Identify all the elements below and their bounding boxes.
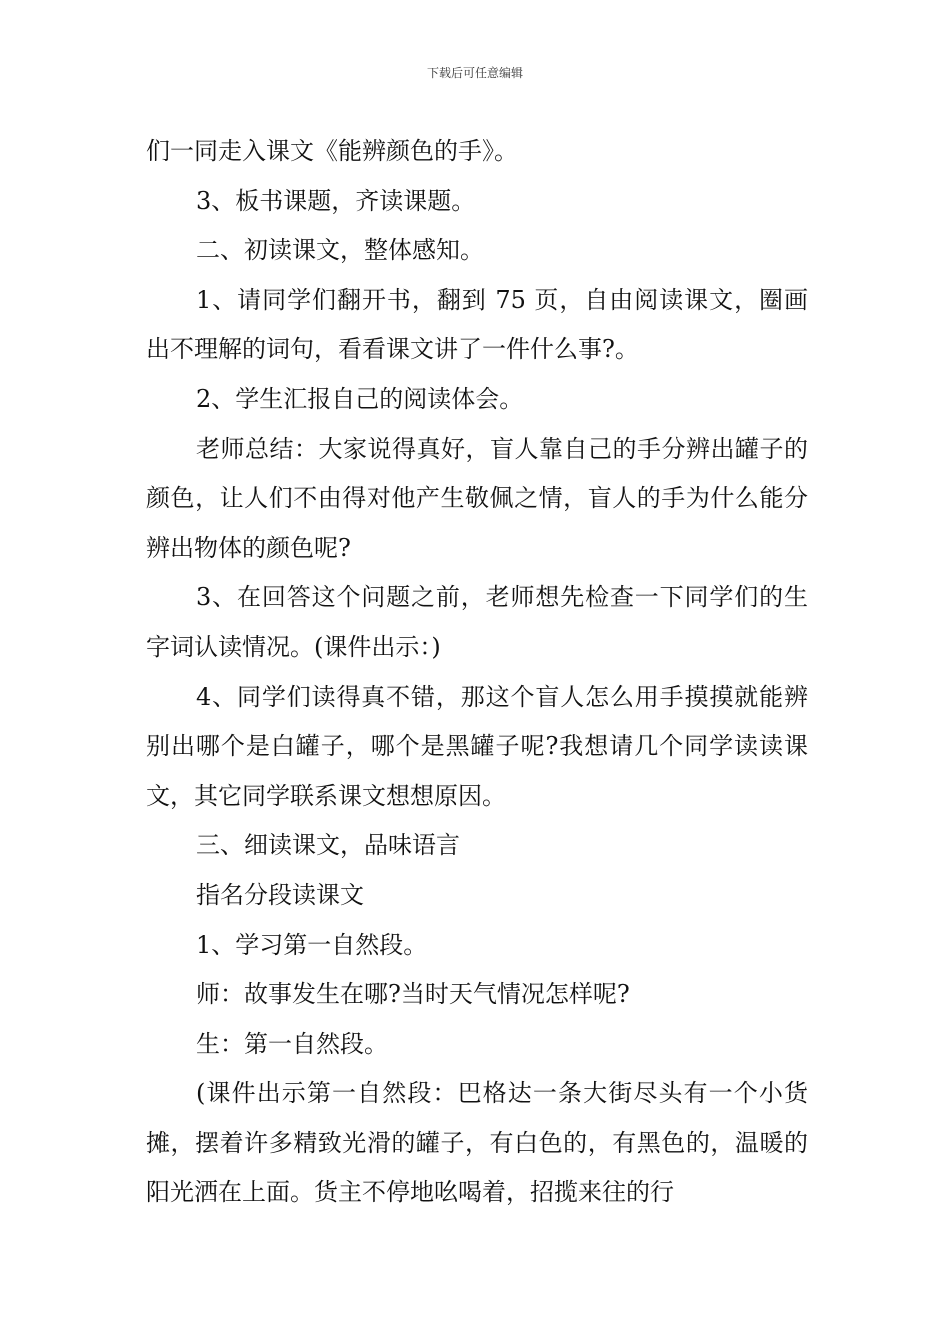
section-heading: 二、初读课文，整体感知。	[196, 236, 484, 265]
paragraph: 2、学生汇报自己的阅读体会。	[196, 384, 524, 413]
paragraph: 3、板书课题，齐读课题。	[196, 186, 476, 215]
document-body	[146, 127, 808, 1218]
paragraph: 指名分段读课文	[196, 880, 364, 909]
paragraph: 们一同走入课文《能辨颜色的手》。	[146, 137, 518, 165]
paragraph: 生：第一自然段。	[196, 1029, 388, 1058]
paragraph: 老师总结：大家说得真好，盲人靠自己的手分辨出罐子的颜色，让人们不由得对他产生敬佩之情，盲人的手为什么能分辨出物体的颜色呢?	[146, 434, 808, 562]
section-heading: 三、细读课文，品味语言	[196, 831, 460, 860]
paragraph: 1、学习第一自然段。	[196, 930, 428, 959]
paragraph: 4、同学们读得真不错，那这个盲人怎么用手摸摸就能辨别出哪个是白罐子，哪个是黑罐子呢?我想请几个同学读读课文，其它同学联系课文想想原因。	[146, 682, 808, 810]
paragraph: 师：故事发生在哪?当时天气情况怎样呢?	[196, 980, 630, 1009]
paragraph: (课件出示第一自然段：巴格达一条大街尽头有一个小货摊，摆着许多精致光滑的罐子，有白色的，有黑色的，温暖的阳光洒在上面。货主不停地吆喝着，招揽来往的行	[146, 1079, 808, 1207]
page-header: 下载后可任意编辑	[426, 66, 523, 80]
paragraph: 3、在回答这个问题之前，老师想先检查一下同学们的生字词认读情况。(课件出示：)	[146, 583, 808, 661]
paragraph: 1、请同学们翻开书，翻到 75 页，自由阅读课文，圈画出不理解的词句，看看课文讲了一件什么事?。	[146, 285, 808, 364]
